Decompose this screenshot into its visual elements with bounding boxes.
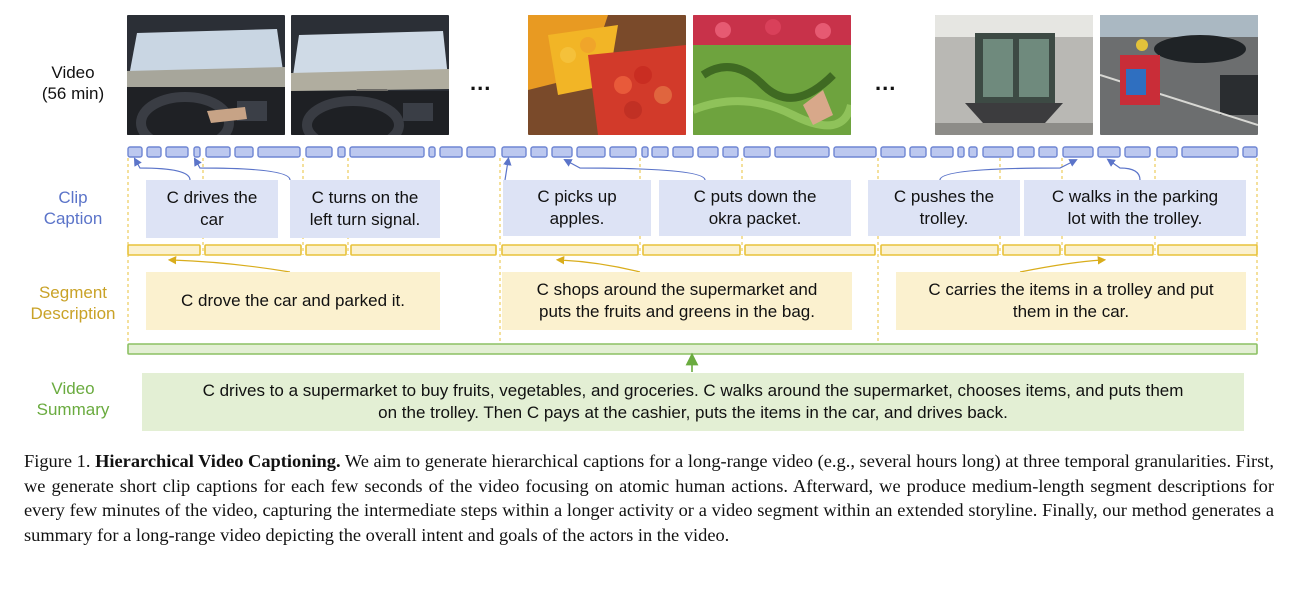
segment-label-line2: Description bbox=[30, 304, 116, 323]
segment-bar bbox=[205, 245, 301, 255]
video-label-duration: (56 min) bbox=[41, 84, 105, 103]
figure-caption-body: We aim to generate hierarchical captions for a long-range video (e.g., several hours long) at three temporal granularities. First, we generate short clip captions for each few seconds of the video focusing on atomic human actions. Afterward, we produce medium-length segment descriptions for every few minutes of the video, capturing the intermediate steps within a longer activity or a video segment within an extended storyline. Finally, our method generates a summary for a long-range video depicting the overall intent and goals of the actors in the video. bbox=[24, 451, 1275, 545]
clip-caption-line: C picks up bbox=[537, 187, 617, 206]
segment-bar bbox=[351, 245, 496, 255]
clip-bar bbox=[1182, 147, 1238, 157]
segment-connectors bbox=[172, 260, 1102, 272]
clip-bar bbox=[206, 147, 230, 157]
figure-number: Figure 1. bbox=[24, 451, 91, 471]
clip-bar-track bbox=[128, 147, 1257, 157]
clip-bar bbox=[910, 147, 926, 157]
clip-bar bbox=[429, 147, 435, 157]
clip-bar bbox=[723, 147, 738, 157]
figure-title: Hierarchical Video Captioning. bbox=[95, 451, 341, 471]
clip-bar bbox=[502, 147, 526, 157]
frames-ellipsis-2: ... bbox=[875, 70, 897, 95]
clip-bar bbox=[1125, 147, 1150, 157]
video-label-line1: Video bbox=[51, 63, 95, 82]
clip-bar bbox=[350, 147, 424, 157]
segment-description-line: C shops around the supermarket and bbox=[536, 280, 818, 299]
clip-bar bbox=[1039, 147, 1057, 157]
clip-caption-line: C walks in the parking bbox=[1051, 187, 1219, 206]
clip-caption-box bbox=[146, 180, 278, 238]
clip-bar bbox=[166, 147, 188, 157]
clip-bar bbox=[652, 147, 668, 157]
clip-bar bbox=[1157, 147, 1177, 157]
segment-description-line: puts the fruits and greens in the bag. bbox=[539, 302, 815, 321]
segment-bar bbox=[1065, 245, 1153, 255]
segment-description-line: them in the car. bbox=[1012, 302, 1130, 321]
segment-bar bbox=[128, 245, 200, 255]
figure-caption bbox=[24, 449, 1274, 547]
clip-bar bbox=[775, 147, 829, 157]
segment-description-line: C carries the items in a trolley and put bbox=[928, 280, 1214, 299]
segment-bar bbox=[502, 245, 638, 255]
segment-description-box bbox=[146, 272, 440, 330]
clip-bar bbox=[306, 147, 332, 157]
segment-bar bbox=[1003, 245, 1060, 255]
segment-bar bbox=[643, 245, 740, 255]
summary-label-line2: Summary bbox=[36, 400, 110, 419]
clip-bar bbox=[983, 147, 1013, 157]
clip-bar bbox=[467, 147, 495, 157]
segment-description-line: C drove the car and parked it. bbox=[181, 291, 405, 310]
segment-bar-track bbox=[128, 245, 1257, 255]
clip-bar bbox=[958, 147, 964, 157]
clip-caption-line: C drives the bbox=[166, 188, 258, 207]
clip-bar bbox=[642, 147, 648, 157]
clip-bar bbox=[577, 147, 605, 157]
video-summary-line: on the trolley. Then C pays at the cashier, puts the items in the car, and drives back. bbox=[378, 403, 1008, 422]
clip-bar bbox=[744, 147, 770, 157]
clip-caption-line: apples. bbox=[549, 209, 605, 228]
segment-description-box bbox=[896, 272, 1246, 330]
clip-caption-box bbox=[659, 180, 851, 236]
clip-bar bbox=[1018, 147, 1034, 157]
segment-label-line1: Segment bbox=[38, 283, 108, 302]
segment-bar bbox=[745, 245, 875, 255]
clip-bar bbox=[1098, 147, 1120, 157]
clip-bar bbox=[969, 147, 977, 157]
clip-caption-line: okra packet. bbox=[708, 209, 802, 228]
clip-label-line2: Caption bbox=[43, 209, 103, 228]
clip-caption-line: car bbox=[200, 210, 224, 229]
frames-ellipsis-1: ... bbox=[470, 70, 492, 95]
clip-bar bbox=[673, 147, 693, 157]
segment-bar bbox=[881, 245, 998, 255]
clip-bar bbox=[147, 147, 161, 157]
clip-bar bbox=[1243, 147, 1257, 157]
clip-caption-connectors bbox=[136, 161, 1140, 180]
clip-bar bbox=[698, 147, 718, 157]
clip-caption-box bbox=[290, 180, 440, 238]
clip-bar bbox=[194, 147, 200, 157]
clip-bar bbox=[1063, 147, 1093, 157]
clip-caption-box bbox=[868, 180, 1020, 236]
clip-bar bbox=[258, 147, 300, 157]
segment-bar bbox=[306, 245, 346, 255]
clip-bar bbox=[610, 147, 636, 157]
clip-caption-line: C turns on the bbox=[311, 188, 419, 207]
clip-caption-box bbox=[1024, 180, 1246, 236]
clip-bar bbox=[931, 147, 953, 157]
segment-description-box bbox=[502, 272, 852, 330]
clip-caption-line: lot with the trolley. bbox=[1067, 209, 1203, 228]
video-summary-box bbox=[142, 373, 1244, 431]
segment-bar bbox=[1158, 245, 1257, 255]
summary-bar bbox=[128, 344, 1257, 354]
clip-bar bbox=[834, 147, 876, 157]
clip-bar bbox=[531, 147, 547, 157]
clip-bar bbox=[440, 147, 462, 157]
clip-bar bbox=[552, 147, 572, 157]
video-summary-line: C drives to a supermarket to buy fruits, vegetables, and groceries. C walks around the supermarket, chooses items, and puts them bbox=[202, 381, 1184, 400]
clip-bar bbox=[128, 147, 142, 157]
clip-caption-line: C pushes the bbox=[893, 187, 995, 206]
clip-bar bbox=[338, 147, 345, 157]
clip-bar bbox=[881, 147, 905, 157]
clip-caption-line: trolley. bbox=[919, 209, 969, 228]
clip-bar bbox=[235, 147, 253, 157]
clip-label-line1: Clip bbox=[58, 188, 88, 207]
clip-caption-line: C puts down the bbox=[693, 187, 817, 206]
clip-caption-box bbox=[503, 180, 651, 236]
clip-caption-line: left turn signal. bbox=[309, 210, 421, 229]
summary-label-line1: Video bbox=[51, 379, 95, 398]
